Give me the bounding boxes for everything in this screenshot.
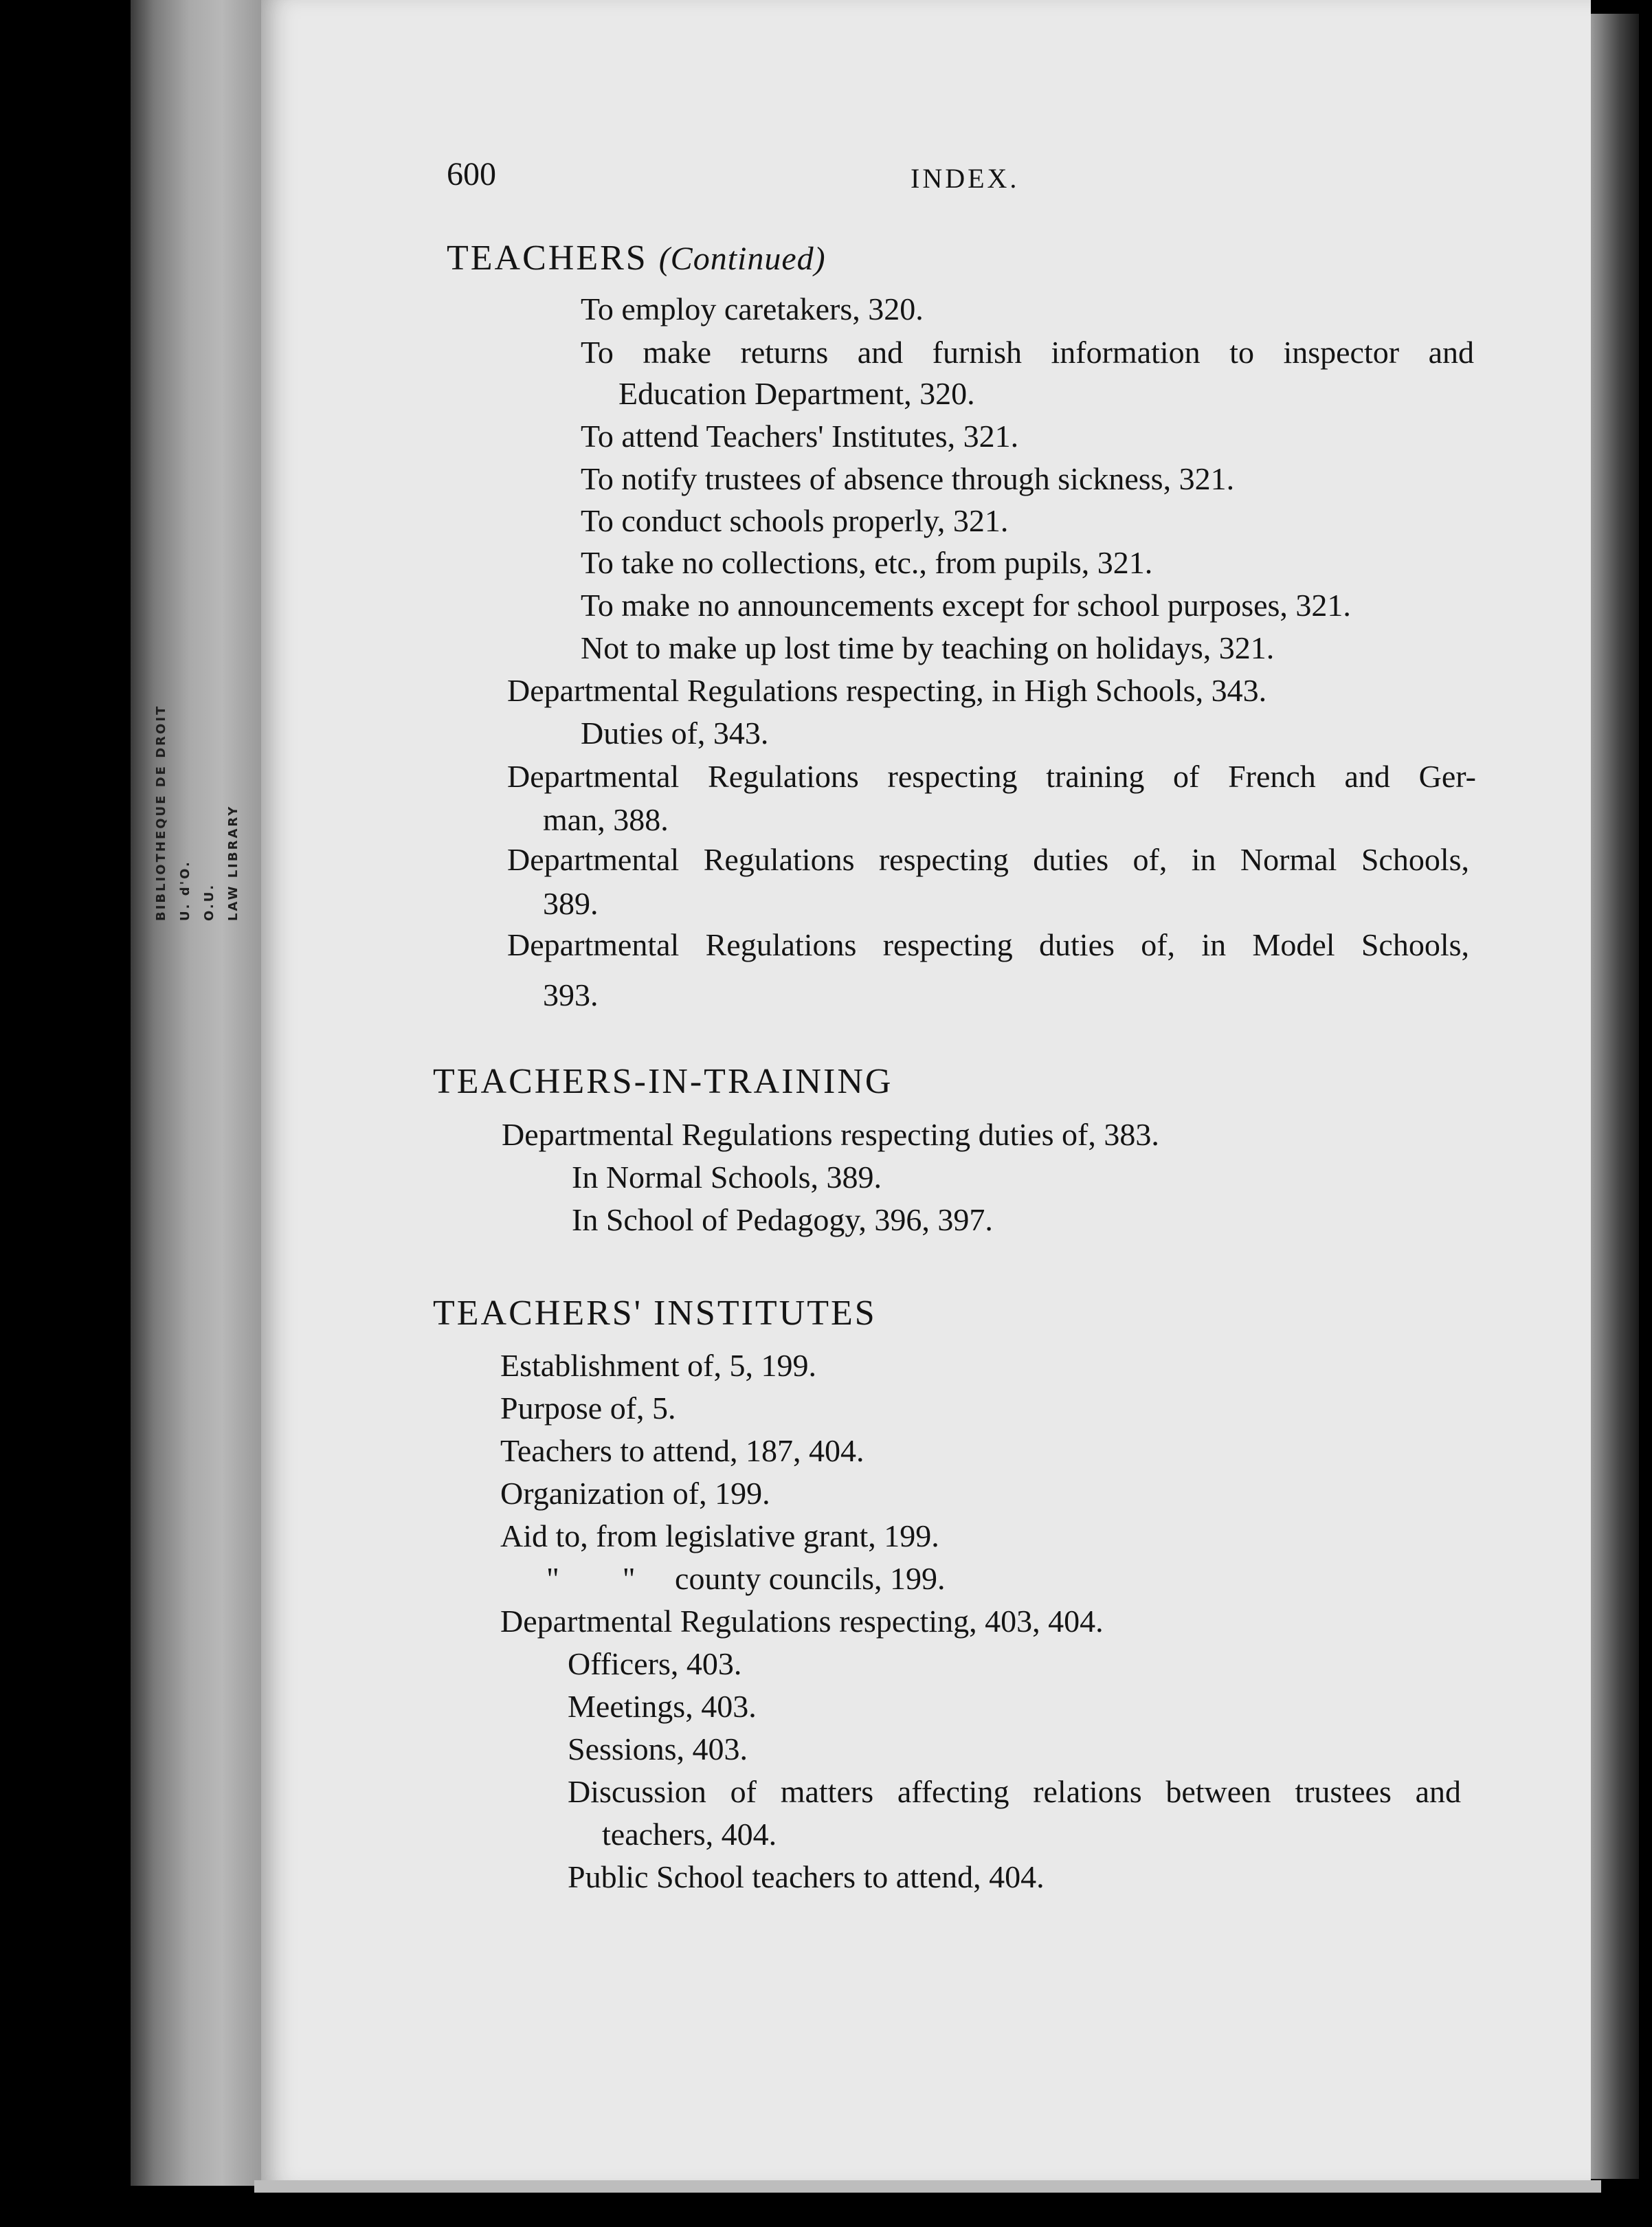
- index-entry: Officers, 403.: [568, 1646, 742, 1681]
- index-entry: man, 388.: [543, 802, 669, 837]
- index-entry: In Normal Schools, 389.: [572, 1160, 882, 1195]
- index-entry: Sessions, 403.: [568, 1731, 748, 1766]
- index-entry: Public School teachers to attend, 404.: [568, 1859, 1045, 1894]
- index-entry: Departmental Regulations respecting duties of, in Normal Schools,: [507, 842, 1469, 877]
- continued-label: (Continued): [658, 241, 826, 277]
- index-entry: Not to make up lost time by teaching on holidays, 321.: [581, 630, 1275, 665]
- section-heading-teachers-in-training: TEACHERS-IN-TRAINING: [433, 1062, 893, 1101]
- page-bottom-edge: [254, 2180, 1601, 2193]
- stamp-line: LAW LIBRARY: [226, 804, 241, 921]
- index-entry: Aid to, from legislative grant, 199.: [500, 1518, 939, 1553]
- index-entry: 393.: [543, 977, 599, 1012]
- stamp-line: U. d'O.: [178, 860, 192, 921]
- index-entry: teachers, 404.: [602, 1817, 777, 1852]
- heading-text: TEACHERS: [447, 239, 648, 278]
- index-entry: To attend Teachers' Institutes, 321.: [581, 419, 1019, 454]
- index-entry: To employ caretakers, 320.: [581, 291, 924, 326]
- section-heading-teachers-institutes: TEACHERS' INSTITUTES: [433, 1294, 877, 1333]
- library-stamp: [154, 536, 241, 921]
- index-entry: 389.: [543, 886, 599, 921]
- index-entry: Meetings, 403.: [568, 1689, 757, 1724]
- index-entry: To make returns and furnish information to inspector and: [581, 335, 1474, 370]
- index-entry: To take no collections, etc., from pupils, 321.: [581, 545, 1153, 580]
- index-entry: Duties of, 343.: [581, 716, 769, 751]
- index-entry: Discussion of matters affecting relations between trustees and: [568, 1774, 1461, 1809]
- page-edge: [1591, 14, 1639, 2179]
- stamp-line: O.U.: [202, 883, 216, 921]
- page-number: 600: [447, 156, 496, 192]
- index-entry: Teachers to attend, 187, 404.: [500, 1433, 864, 1468]
- index-entry: To make no announcements except for school purposes, 321.: [581, 588, 1351, 623]
- index-entry: Establishment of, 5, 199.: [500, 1348, 816, 1383]
- index-entry: To notify trustees of absence through sickness, 321.: [581, 461, 1235, 496]
- section-heading-teachers: [447, 241, 826, 276]
- index-entry: Education Department, 320.: [618, 376, 975, 411]
- index-entry: Organization of, 199.: [500, 1476, 770, 1511]
- index-entry: Departmental Regulations respecting duties of, in Model Schools,: [507, 927, 1469, 962]
- index-entry: " " county councils, 199.: [546, 1561, 946, 1596]
- stamp-line: BIBLIOTHEQUE DE DROIT: [154, 704, 168, 921]
- book-spine: [131, 0, 261, 2186]
- index-entry: Departmental Regulations respecting, 403, 404.: [500, 1604, 1104, 1639]
- running-head: INDEX.: [911, 163, 1020, 194]
- index-entry: Departmental Regulations respecting training of French and Ger-: [507, 759, 1476, 794]
- index-entry: To conduct schools properly, 321.: [581, 503, 1009, 538]
- index-entry: Departmental Regulations respecting duties of, 383.: [502, 1117, 1159, 1152]
- index-entry: Departmental Regulations respecting, in High Schools, 343.: [507, 673, 1267, 708]
- index-entry: In School of Pedagogy, 396, 397.: [572, 1202, 993, 1237]
- index-entry: Purpose of, 5.: [500, 1391, 676, 1426]
